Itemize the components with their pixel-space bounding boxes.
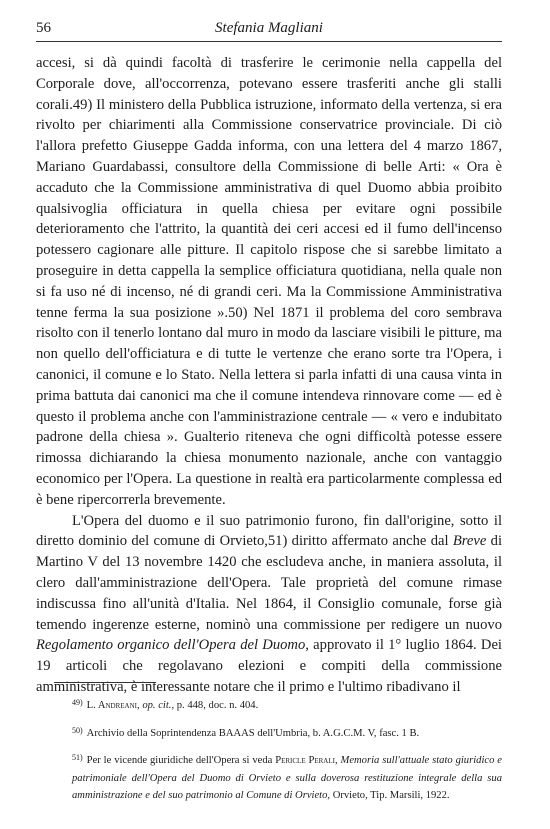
footnote — [36, 722, 502, 743]
footnote-title: Memoria sull'attuale stato giuridico e patrimoniale dell'Opera del Duomo di Orvieto e sulla doverosa restituzione integrale della sua amministrazione e del suo patrimonio al Comune di Orvieto, — [72, 755, 502, 802]
running-head: Stefania Magliani — [215, 20, 323, 36]
footnote-text: p. 448, doc. n. 404. — [174, 700, 259, 711]
footnotes — [36, 694, 502, 812]
footnote-text: Orvieto, Tip. Marsili, 1922. — [330, 790, 450, 802]
page-header — [36, 20, 502, 40]
italic-text: Breve — [452, 533, 487, 550]
footnote-number: 50) — [72, 725, 83, 735]
italic-title: Regolamento organico dell'Opera del Duomo — [36, 637, 306, 654]
footnote-text: Archivio della Soprintendenza BAAAS dell'Umbria, b. A.G.C.M. V, fasc. 1 B. — [86, 727, 420, 739]
page-number: 56 — [36, 20, 51, 36]
footnote-number: 51) — [72, 753, 83, 763]
paragraph-text: L'Opera del duomo e il suo patrimonio furono, fin dall'origine, sotto il diretto dominio del comune di Orvieto,51) diritto affermato anche dal — [36, 512, 502, 550]
footnote-rule — [54, 682, 156, 683]
body-text — [36, 53, 502, 698]
footnote-author: Pericle Perali, — [275, 755, 338, 767]
header-rule — [36, 41, 502, 42]
footnote-number: 49) — [72, 698, 83, 707]
footnote — [36, 749, 502, 805]
paragraph-text: , approvato il 1° luglio 1864. Dei 19 articoli che regolavano elezioni e compiti della commissione amministrativa, è interessante notare che il primo e l'ultimo ribadivano il — [36, 637, 502, 695]
paragraph — [36, 511, 502, 698]
footnote-ref: op. cit., — [142, 700, 175, 711]
paragraph: accesi, si dà quindi facoltà di trasferire le cerimonie nella cappella del Corporale dove, all'occorrenza, potevano essere trasferiti anche gli stalli corali.49) Il ministero della Pubblica istruzione, informato della vertenza, si era rivolto per chiarimenti alla Commissione conservatrice provinciale. Di ciò l'allora prefetto Giuseppe Gadda informa, con una lettera del 4 marzo 1867, Mariano Guardabassi, consultore della Commissione di belle Arti: « Ora è accaduto che la Commissione amministrativa di quel Duomo abbia proibito qualsivoglia officiatura in quella chiesa per evitare ogni possibile deterioramento che l'attrito, la quantità dei ceri accesi ed il fumo dell'incenso potessero cagionare alle pitture. Il capitolo rispose che si sarebbe limitato a proseguire in detta cappella la semplice officiatura quotidiana, nella quale non si fa uso né di incenso, né di grandi ceri. Ma la Commissione Amministrativa tenne ferma la sua posizione ».50) Nel 1871 il problema del coro sembrava risolto con il tenerlo lontano dal muro in modo da lasciare visibili le pitture, ma non quello dell'officiatura e di tutte le vertenze che erano sorte tra l'Opera, i canonici, il comune e lo Stato. Nella lettera si parla infatti di una causa vinta in prima battuta dai canonici ma che il comune intendeva rinnovare come — ed è questo il problema anche con l'amministrazione centrale — « vero e indubitato padrone della chiesa ». Gualterio riteneva che ogni difficoltà potesse essere rimossa dichiarando la chiesa monumento nazionale, anche con vantaggio economico per l'Opera. La questione in realtà era particolarmente complessa ed è bene ripercorrerla brevemente. — [36, 55, 502, 508]
paragraph-text: di Martino V del 13 novembre 1420 che escludeva anche, in maniera assoluta, il clero dall'amministrazione dell'Opera. Tale proprietà del comune rimase indiscussa fino all'unità d'Italia. Nel 1864, il Consiglio comunale, forse già temendo ingerenze esterne, nominò una commissione per redigere un nuovo — [36, 533, 503, 633]
footnote-text: Per le vicende giuridiche dell'Opera si veda — [86, 755, 276, 767]
footnote-author: L. Andreani, — [86, 700, 140, 711]
footnote — [36, 694, 502, 715]
